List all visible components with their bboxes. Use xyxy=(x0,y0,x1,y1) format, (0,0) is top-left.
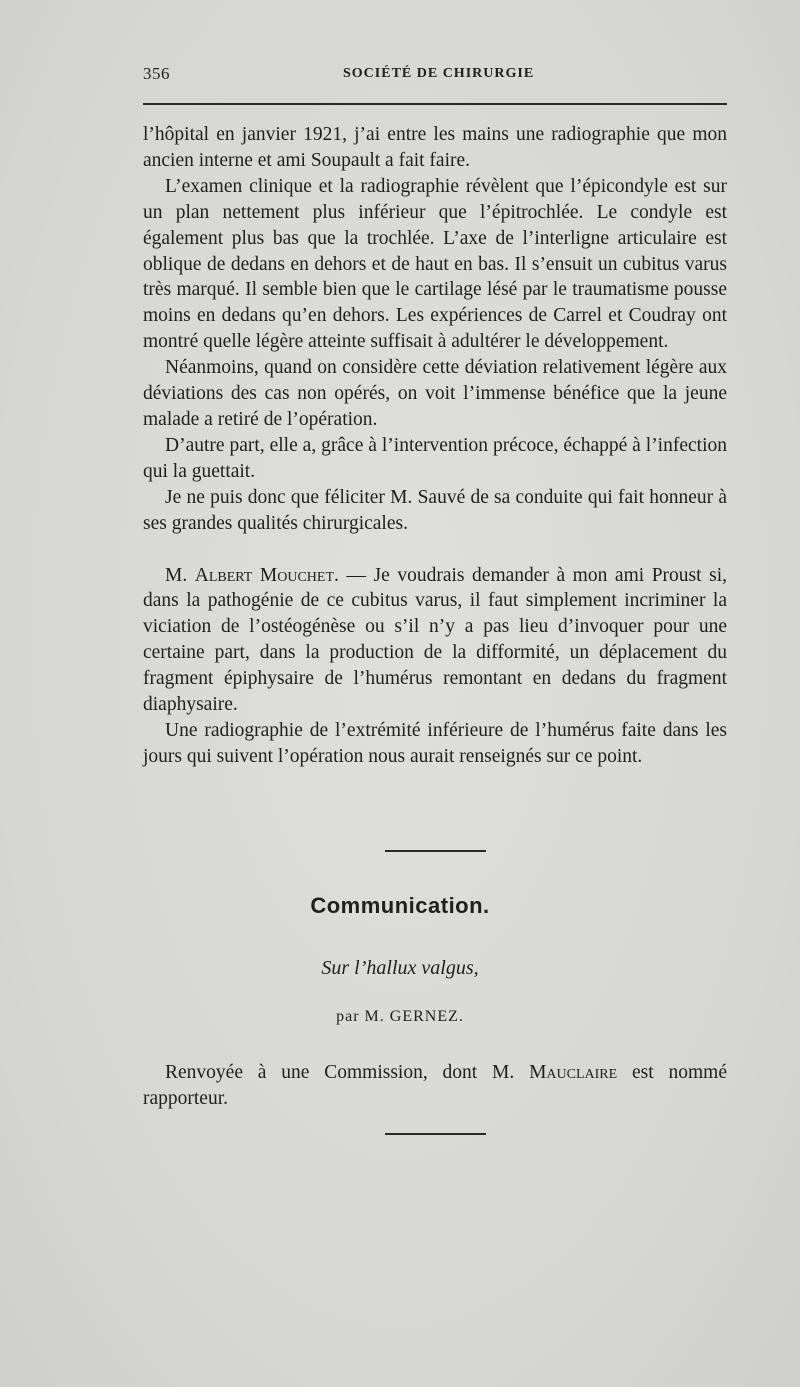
section-divider-bottom xyxy=(385,1133,486,1135)
commission-notice xyxy=(143,1060,727,1112)
paragraph-6-text: — Je voudrais demander à mon ami Proust si, dans la pathogénie de ce cubitus varus, il faut simplement incriminer la viciation de l’ostéogénèse ou s’il n’y a pas lieu d’invoquer pour une certaine part, dans la production de la difformité, un déplacement du fragment épiphysaire de l’humérus remontant en dedans du fragment diaphysaire. xyxy=(143,564,727,716)
paragraph-7: Une radiographie de l’extrémité inférieure de l’humérus faite dans les jours qui suivent l’opération nous aurait renseignés sur ce point. xyxy=(143,719,727,767)
paragraph-1: l’hôpital en janvier 1921, j’ai entre les mains une radiographie que mon ancien interne et ami Soupault a fait faire. xyxy=(143,124,727,171)
paragraph-2: L’examen clinique et la radiographie révèlent que l’épicondyle est sur un plan nettement plus inférieur que l’épitrochlée. Le condyle est également plus bas que la trochlée. L’axe de l’interligne articulaire est oblique de dedans en dehors et de haut en bas. Il s’ensuit un cubitus varus très marqué. Il semble bien que le cartilage lésé par le traumatisme pousse moins en dedans qu’en dehors. Les expériences de Carrel et Coudray ont montré quelle légère atteinte suffisait à adultérer le développement. xyxy=(143,175,727,353)
notice-paragraph xyxy=(143,1060,727,1112)
running-title: SOCIÉTÉ DE CHIRURGIE xyxy=(343,66,535,81)
paragraph-gap xyxy=(143,537,727,563)
communication-author: par M. GERNEZ. xyxy=(336,1008,464,1025)
body-text xyxy=(143,122,727,770)
page-number: 356 xyxy=(143,64,170,83)
communication-subject: Sur l’hallux valgus, xyxy=(321,957,479,979)
speaker-name: Albert Mouchet. xyxy=(194,564,339,586)
section-title: Communication. xyxy=(310,893,490,918)
speaker-prefix: M. xyxy=(165,564,195,586)
notice-name: Mauclaire xyxy=(529,1062,618,1083)
paragraph-6 xyxy=(143,563,727,718)
paragraph-5: Je ne puis donc que féliciter M. Sauvé de sa conduite qui fait honneur à ses grandes qualités chirurgicales. xyxy=(143,486,727,534)
section-divider-top xyxy=(385,850,486,852)
notice-before: Renvoyée à une Commission, dont M. xyxy=(165,1062,530,1083)
paragraph-3: Néanmoins, quand on considère cette déviation relativement légère aux déviations des cas non opérés, on voit l’immense bénéfice que la jeune malade a retiré de l’opération. xyxy=(143,357,727,430)
paragraph-4: D’autre part, elle a, grâce à l’intervention précoce, échappé à l’infection qui la guettait. xyxy=(143,434,727,482)
page-header xyxy=(143,64,727,86)
header-rule xyxy=(143,103,727,105)
notice-after: est nommé rapporteur. xyxy=(143,1062,727,1109)
